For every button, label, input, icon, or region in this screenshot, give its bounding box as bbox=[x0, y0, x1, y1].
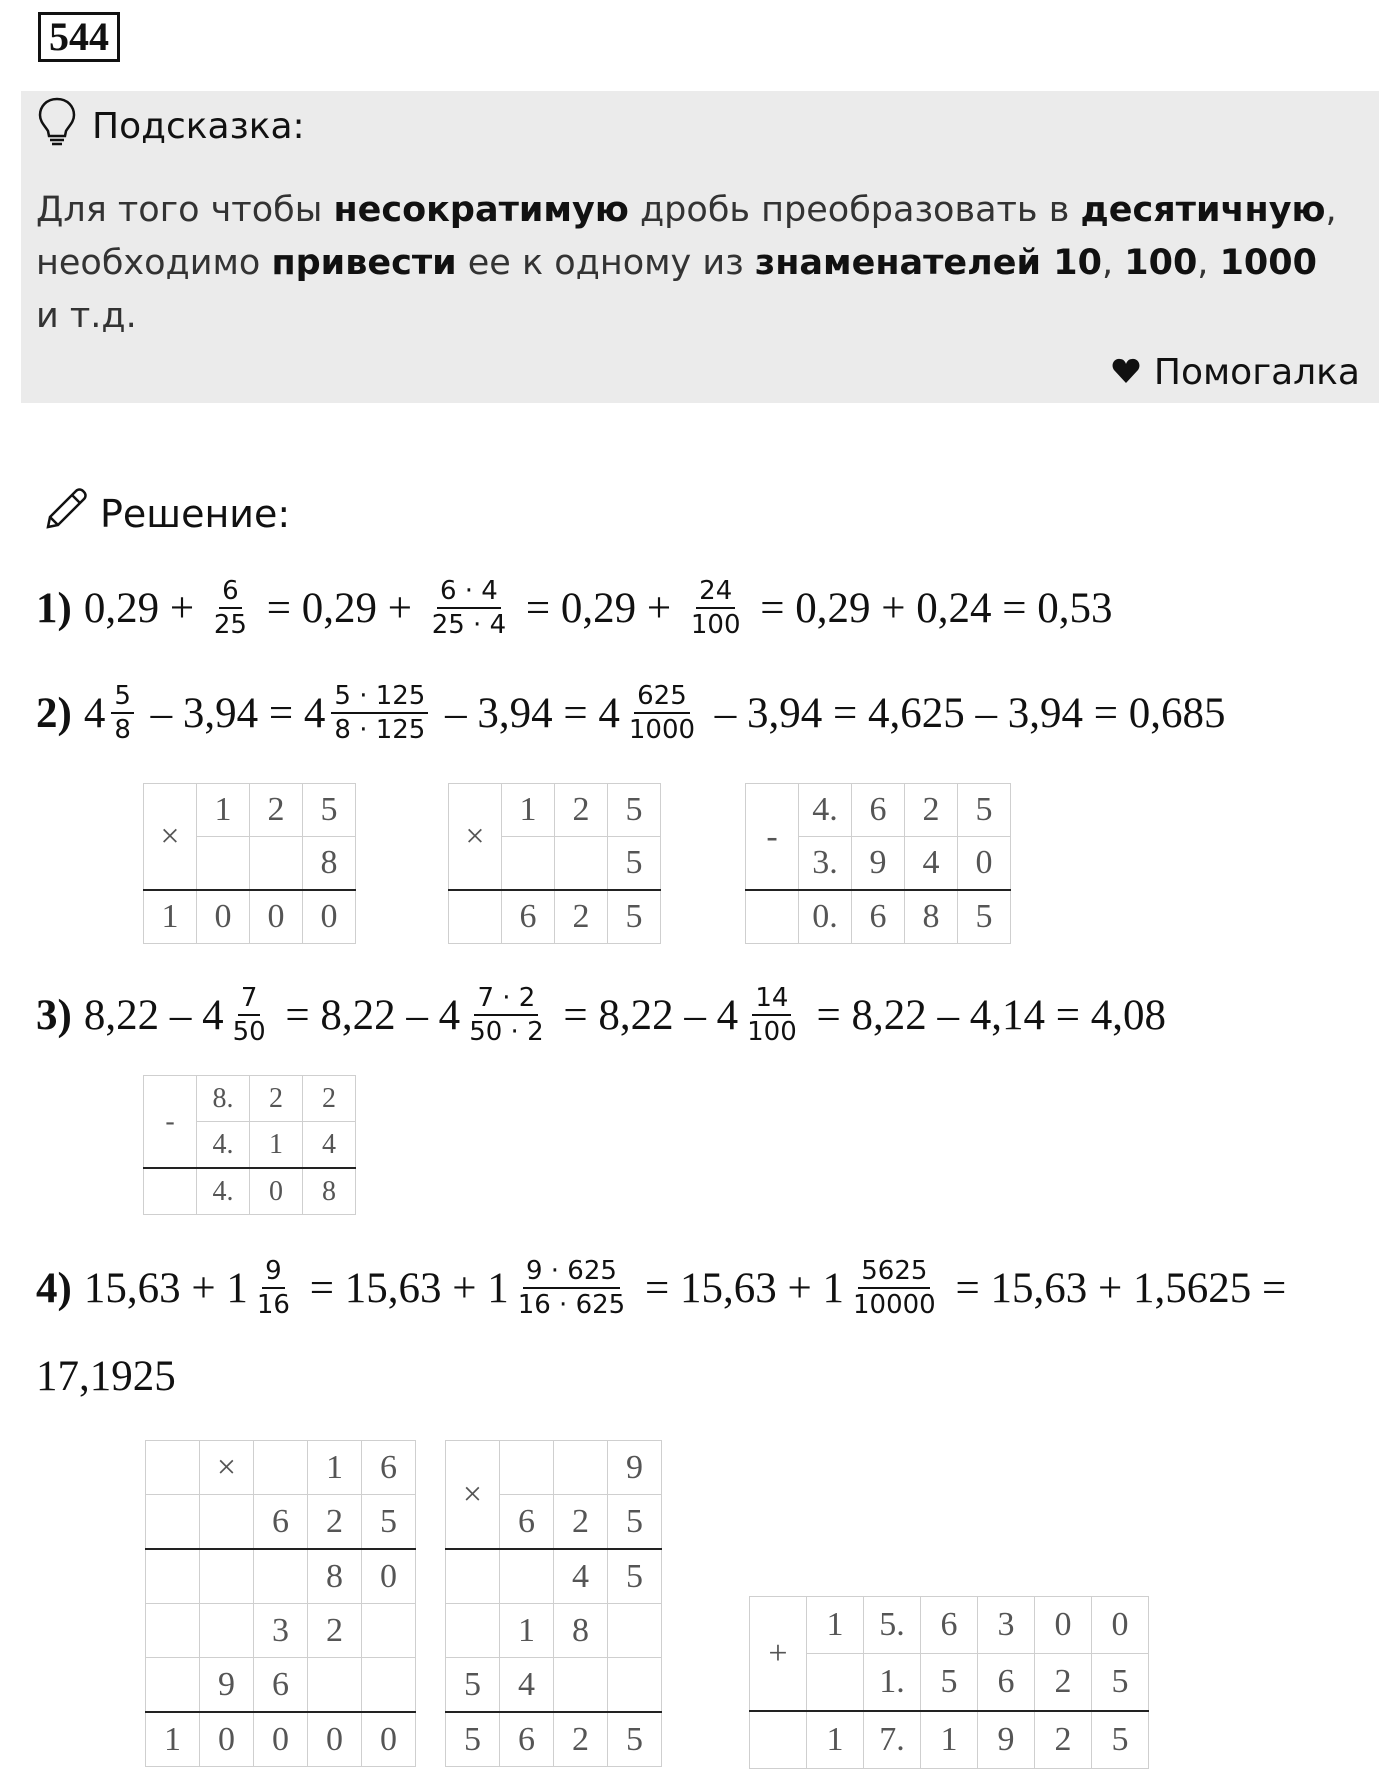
fraction-denominator: 100 bbox=[690, 610, 741, 640]
column-sub-822-414 bbox=[143, 1075, 356, 1215]
column-cell: 2 bbox=[554, 1712, 608, 1767]
column-cell: 7. bbox=[864, 1711, 921, 1769]
column-cell bbox=[146, 1658, 200, 1713]
column-cell: 2 bbox=[554, 1495, 608, 1550]
column-cell: 4. bbox=[197, 1122, 250, 1169]
column-cell: 2 bbox=[555, 784, 608, 837]
column-cell: 1 bbox=[807, 1597, 864, 1654]
column-cell: 5 bbox=[608, 1495, 662, 1550]
hint-text bbox=[36, 184, 1346, 343]
column-cell: 2 bbox=[905, 784, 958, 837]
fraction-numerator: 24 bbox=[696, 575, 735, 609]
column-cell: 6 bbox=[852, 784, 905, 837]
column-cell: 4 bbox=[554, 1549, 608, 1604]
fraction-denominator: 50 · 2 bbox=[469, 1017, 544, 1047]
equation-number: 4) bbox=[36, 1264, 72, 1312]
fraction-numerator: 14 bbox=[752, 982, 791, 1016]
fraction bbox=[429, 575, 509, 641]
hint-text-run: , bbox=[1101, 243, 1125, 283]
column-cell: 2 bbox=[250, 784, 303, 837]
column-cell: 5 bbox=[1092, 1711, 1149, 1769]
column-cell: 0 bbox=[308, 1712, 362, 1767]
column-cell: × bbox=[144, 784, 197, 891]
fraction-denominator: 8 bbox=[114, 715, 131, 745]
fraction bbox=[254, 1255, 293, 1321]
column-cell: 2 bbox=[1035, 1711, 1092, 1769]
hint-header bbox=[36, 96, 305, 156]
credit-label: Помогалка bbox=[1153, 352, 1360, 393]
equation-text: 0,29 + bbox=[83, 584, 205, 632]
equation-text: = 0,29 + bbox=[255, 584, 423, 632]
column-cell bbox=[554, 1441, 608, 1495]
column-cell bbox=[500, 1441, 554, 1495]
column-add-1563-15625 bbox=[749, 1596, 1149, 1769]
column-cell: × bbox=[200, 1441, 254, 1495]
column-row bbox=[144, 1076, 356, 1122]
fraction-denominator: 10000 bbox=[852, 1290, 936, 1320]
column-row bbox=[144, 890, 356, 944]
column-cell: 5 bbox=[921, 1654, 978, 1712]
hint-keyword: 1000 bbox=[1219, 243, 1317, 283]
column-row bbox=[449, 890, 661, 944]
column-cell bbox=[750, 1711, 807, 1769]
fraction bbox=[744, 982, 800, 1048]
column-cell: 6 bbox=[852, 890, 905, 944]
column-cell: + bbox=[750, 1597, 807, 1712]
fraction-numerator: 625 bbox=[634, 680, 690, 714]
column-mul-9-by-625 bbox=[445, 1440, 662, 1767]
fraction-numerator: 7 · 2 bbox=[474, 982, 538, 1016]
column-cell: 0 bbox=[1035, 1597, 1092, 1654]
equation-text: – 3,94 = 4 bbox=[139, 689, 326, 737]
column-cell: 1 bbox=[308, 1441, 362, 1495]
column-cell: - bbox=[144, 1076, 197, 1169]
column-cell: 8 bbox=[308, 1549, 362, 1604]
column-row bbox=[446, 1658, 662, 1713]
equation-text: 8,22 – 4 bbox=[83, 991, 224, 1039]
hint-text-run: дробь преобразовать в bbox=[628, 190, 1081, 230]
column-cell: 5 bbox=[446, 1658, 500, 1713]
equation-text: 4 bbox=[83, 689, 106, 737]
column-cell: 0 bbox=[303, 890, 356, 944]
hint-title: Подсказка: bbox=[92, 105, 305, 147]
column-cell bbox=[200, 1495, 254, 1550]
column-cell: 0 bbox=[958, 837, 1011, 891]
fraction-denominator: 100 bbox=[747, 1017, 797, 1047]
column-cell: 4 bbox=[303, 1122, 356, 1169]
column-cell bbox=[362, 1658, 416, 1713]
column-cell: 6 bbox=[362, 1441, 416, 1495]
hint-keyword: привести bbox=[271, 243, 457, 283]
equation-4 bbox=[36, 1255, 1286, 1321]
column-cell: 0 bbox=[197, 890, 250, 944]
column-cell bbox=[200, 1604, 254, 1658]
column-row bbox=[746, 890, 1011, 944]
solution-header bbox=[40, 486, 290, 542]
column-cell: 4 bbox=[905, 837, 958, 891]
column-cell: 5 bbox=[446, 1712, 500, 1767]
column-cell bbox=[308, 1658, 362, 1713]
column-row bbox=[146, 1604, 416, 1658]
column-cell bbox=[197, 837, 250, 891]
column-cell: 0 bbox=[254, 1712, 308, 1767]
column-cell: 0 bbox=[200, 1712, 254, 1767]
equation-2 bbox=[36, 680, 1226, 746]
equation-text: – 3,94 = 4 bbox=[434, 689, 620, 737]
column-cell: 1 bbox=[502, 784, 555, 837]
hint-text-run: , необходимо bbox=[36, 190, 1337, 283]
task-number: 544 bbox=[38, 12, 120, 62]
column-cell: 5 bbox=[958, 784, 1011, 837]
column-mul-125-by-5 bbox=[448, 783, 661, 944]
column-cell bbox=[146, 1549, 200, 1604]
column-row bbox=[750, 1711, 1149, 1769]
equation-text: = 8,22 – 4 bbox=[274, 991, 461, 1039]
column-row bbox=[146, 1658, 416, 1713]
heart-icon bbox=[1112, 352, 1140, 393]
fraction-numerator: 5 bbox=[111, 680, 134, 714]
equation-number: 2) bbox=[36, 689, 72, 737]
column-cell: 2 bbox=[250, 1076, 303, 1122]
column-row bbox=[746, 784, 1011, 837]
equation-text: – 3,94 = 4,625 – 3,94 = 0,685 bbox=[704, 689, 1226, 737]
column-cell: 8 bbox=[303, 837, 356, 891]
fraction bbox=[515, 1255, 629, 1321]
column-cell: 5. bbox=[864, 1597, 921, 1654]
column-cell: 3 bbox=[978, 1597, 1035, 1654]
hint-keyword: 100 bbox=[1124, 243, 1198, 283]
column-cell: 9 bbox=[200, 1658, 254, 1713]
column-cell: 5 bbox=[303, 784, 356, 837]
column-mul-16-by-625 bbox=[145, 1440, 416, 1767]
column-cell bbox=[446, 1549, 500, 1604]
column-row bbox=[446, 1712, 662, 1767]
column-cell: 5 bbox=[362, 1495, 416, 1550]
column-cell: 6 bbox=[502, 890, 555, 944]
column-cell: 5 bbox=[608, 837, 661, 891]
column-cell: 5 bbox=[1092, 1654, 1149, 1712]
column-cell bbox=[746, 890, 799, 944]
equation-4-result: 17,1925 bbox=[36, 1353, 176, 1400]
column-cell: 2 bbox=[1035, 1654, 1092, 1712]
fraction-denominator: 8 · 125 bbox=[334, 715, 426, 745]
column-sub-4625-394 bbox=[745, 783, 1011, 944]
equation-1 bbox=[36, 575, 1113, 641]
column-cell: 0 bbox=[362, 1549, 416, 1604]
column-cell bbox=[807, 1654, 864, 1712]
fraction bbox=[211, 575, 250, 641]
column-cell: 4 bbox=[500, 1658, 554, 1713]
equation-text: = 0,29 + bbox=[515, 584, 682, 632]
column-cell: 9 bbox=[852, 837, 905, 891]
fraction bbox=[466, 982, 546, 1048]
column-row bbox=[446, 1549, 662, 1604]
column-cell bbox=[608, 1604, 662, 1658]
hint-keyword: несократимую bbox=[333, 190, 629, 230]
column-cell: 1. bbox=[864, 1654, 921, 1712]
fraction bbox=[230, 982, 269, 1048]
column-cell bbox=[146, 1441, 200, 1495]
hint-text-run: Для того чтобы bbox=[36, 190, 334, 230]
fraction-denominator: 50 bbox=[232, 1017, 266, 1047]
column-cell bbox=[555, 837, 608, 891]
column-row bbox=[146, 1441, 416, 1495]
column-cell: 0 bbox=[250, 1168, 303, 1215]
column-cell: 2 bbox=[308, 1604, 362, 1658]
fraction bbox=[688, 575, 744, 641]
column-cell: 6 bbox=[978, 1654, 1035, 1712]
column-cell: 5 bbox=[608, 1712, 662, 1767]
fraction-numerator: 5 · 125 bbox=[331, 680, 428, 714]
fraction-denominator: 25 bbox=[213, 610, 247, 640]
column-cell: 1 bbox=[500, 1604, 554, 1658]
hint-keyword: десятичную bbox=[1080, 190, 1326, 230]
column-cell: 0. bbox=[799, 890, 852, 944]
column-cell bbox=[254, 1441, 308, 1495]
fraction-numerator: 9 bbox=[262, 1255, 285, 1289]
hint-text-run: , bbox=[1197, 243, 1220, 283]
equation-text: = 15,63 + 1 bbox=[298, 1264, 509, 1312]
column-row bbox=[449, 784, 661, 837]
column-cell bbox=[146, 1495, 200, 1550]
lightbulb-icon bbox=[36, 96, 78, 157]
equation-text: = 8,22 – 4 bbox=[552, 991, 739, 1039]
column-cell: × bbox=[449, 784, 502, 891]
column-cell: 6 bbox=[254, 1658, 308, 1713]
column-row bbox=[144, 784, 356, 837]
column-cell: 6 bbox=[254, 1495, 308, 1550]
column-cell: 6 bbox=[500, 1495, 554, 1550]
column-cell: 6 bbox=[500, 1712, 554, 1767]
equation-3 bbox=[36, 982, 1166, 1048]
column-cell: 1 bbox=[144, 890, 197, 944]
hint-text-run: ее к одному из bbox=[456, 243, 755, 283]
column-cell: 5 bbox=[608, 890, 661, 944]
equation-number: 1) bbox=[36, 584, 72, 632]
fraction bbox=[331, 680, 428, 746]
column-cell: 8 bbox=[554, 1604, 608, 1658]
credit bbox=[1112, 352, 1360, 393]
column-cell bbox=[200, 1549, 254, 1604]
column-cell: × bbox=[446, 1441, 500, 1550]
equation-text: = 15,63 + 1 bbox=[634, 1264, 844, 1312]
column-cell: 1 bbox=[250, 1122, 303, 1169]
column-cell: 1 bbox=[146, 1712, 200, 1767]
fraction bbox=[850, 1255, 939, 1321]
equation-text: = 15,63 + 1,5625 = bbox=[944, 1264, 1287, 1312]
column-cell bbox=[362, 1604, 416, 1658]
column-row bbox=[146, 1712, 416, 1767]
column-cell bbox=[254, 1549, 308, 1604]
pencil-icon bbox=[40, 485, 90, 544]
column-row bbox=[446, 1441, 662, 1495]
column-cell bbox=[250, 837, 303, 891]
column-cell: 1 bbox=[807, 1711, 864, 1769]
solution-title: Решение: bbox=[100, 492, 291, 536]
column-cell: 3. bbox=[799, 837, 852, 891]
column-cell: 8 bbox=[905, 890, 958, 944]
column-cell: 9 bbox=[978, 1711, 1035, 1769]
column-row bbox=[446, 1604, 662, 1658]
column-cell: 9 bbox=[608, 1441, 662, 1495]
column-cell: 2 bbox=[555, 890, 608, 944]
column-cell bbox=[608, 1658, 662, 1713]
column-cell bbox=[502, 837, 555, 891]
column-cell: 0 bbox=[250, 890, 303, 944]
column-row bbox=[750, 1654, 1149, 1712]
fraction bbox=[111, 680, 134, 746]
column-cell bbox=[144, 1168, 197, 1215]
fraction-denominator: 16 · 625 bbox=[517, 1290, 626, 1320]
fraction-numerator: 5625 bbox=[858, 1255, 930, 1289]
column-mul-125-by-8 bbox=[143, 783, 356, 944]
column-cell: 0 bbox=[362, 1712, 416, 1767]
equation-text: = 0,29 + 0,24 = 0,53 bbox=[749, 584, 1113, 632]
column-cell: 6 bbox=[921, 1597, 978, 1654]
column-cell: 8 bbox=[303, 1168, 356, 1215]
column-cell: 2 bbox=[303, 1076, 356, 1122]
column-cell: 4. bbox=[799, 784, 852, 837]
column-cell: 5 bbox=[608, 1549, 662, 1604]
equation-number: 3) bbox=[36, 991, 72, 1039]
column-cell: 5 bbox=[608, 784, 661, 837]
fraction-numerator: 6 bbox=[219, 575, 242, 609]
column-cell bbox=[446, 1604, 500, 1658]
column-cell: 1 bbox=[197, 784, 250, 837]
column-cell bbox=[449, 890, 502, 944]
fraction-numerator: 6 · 4 bbox=[437, 575, 501, 609]
equation-text: 15,63 + 1 bbox=[83, 1264, 248, 1312]
column-cell: 2 bbox=[308, 1495, 362, 1550]
equation-text: = 8,22 – 4,14 = 4,08 bbox=[805, 991, 1167, 1039]
column-cell: 1 bbox=[921, 1711, 978, 1769]
fraction bbox=[626, 680, 698, 746]
column-row bbox=[144, 1168, 356, 1215]
column-cell: 3 bbox=[254, 1604, 308, 1658]
fraction-numerator: 7 bbox=[238, 982, 261, 1016]
hint-text-run: и т.д. bbox=[36, 296, 137, 336]
column-cell: 4. bbox=[197, 1168, 250, 1215]
hint-keyword: знаменателей 10 bbox=[754, 243, 1102, 283]
fraction-denominator: 16 bbox=[256, 1290, 290, 1320]
fraction-numerator: 9 · 625 bbox=[523, 1255, 620, 1289]
column-cell: 8. bbox=[197, 1076, 250, 1122]
column-row bbox=[146, 1549, 416, 1604]
column-row bbox=[750, 1597, 1149, 1654]
fraction-denominator: 1000 bbox=[628, 715, 696, 745]
fraction-denominator: 25 · 4 bbox=[431, 610, 507, 640]
column-cell: - bbox=[746, 784, 799, 891]
column-row bbox=[146, 1495, 416, 1550]
column-cell bbox=[146, 1604, 200, 1658]
column-cell: 5 bbox=[958, 890, 1011, 944]
column-cell: 0 bbox=[1092, 1597, 1149, 1654]
column-cell bbox=[554, 1658, 608, 1713]
column-cell bbox=[500, 1549, 554, 1604]
